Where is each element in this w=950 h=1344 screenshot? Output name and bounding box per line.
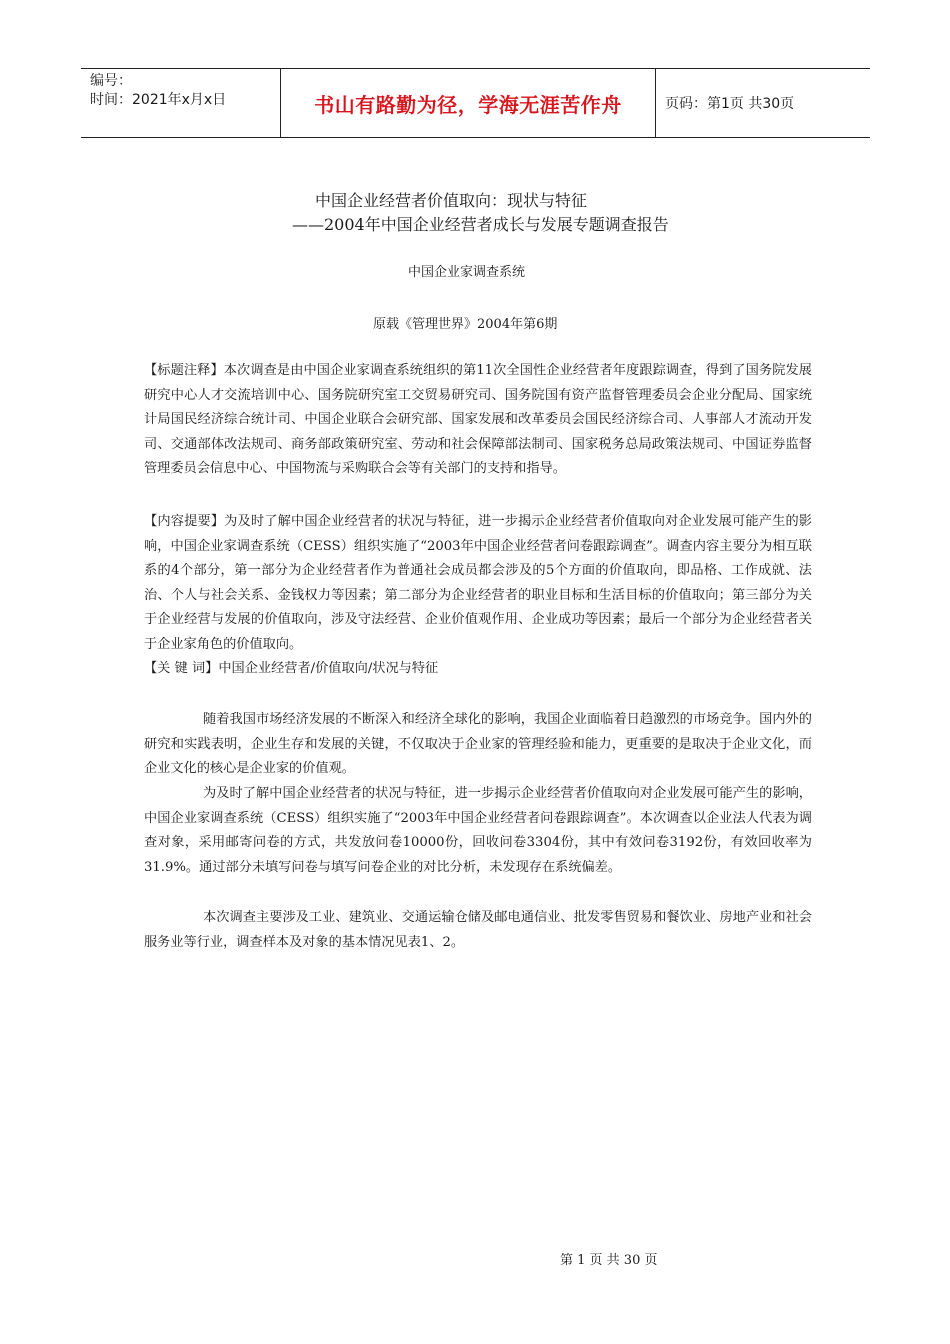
header-motto: 书山有路勤为径，学海无涯苦作舟 [314, 92, 622, 117]
keywords-line: 【关 键 词】中国企业经营者/价值取向/状况与特征 [144, 661, 439, 676]
abstract-paragraph: 【内容提要】为及时了解中国企业经营者的状况与特征，进一步揭示企业经营者价值取向对企业发展可能产生的影响，中国企业家调查系统（CESS）组织实施了“2003年中国企业经营者问卷跟踪调查”。调查内容主要分为相互联系的4个部分，第一部分为企业经营者作为普通社会成员都会涉及的5个方面的价值取向，即品格、工作成就、法治、个人与社会关系、金钱权力等因素；第二部分为企业经营者的职业目标和生活目标的价值取向；第三部分为关于企业经营与发展的价值取向，涉及守法经营、企业价值观作用、企业成功等因素；最后一个部分为企业经营者关于企业家角色的价值取向。 [144, 514, 812, 652]
body-paragraph-3: 本次调查主要涉及工业、建筑业、交通运输仓储及邮电通信业、批发零售贸易和餐饮业、房地产业和社会服务业等行业，调查样本及对象的基本情况见表1、2。 [144, 910, 812, 950]
document-number-label: 编号： [90, 73, 132, 89]
header-motto-cell [281, 69, 656, 137]
page-header [81, 68, 870, 138]
document-date: 时间：2021年x月x日 [90, 92, 227, 108]
header-page-cell [656, 69, 870, 137]
page-footer: 第 1 页 共 30 页 [560, 1253, 658, 1268]
document-subtitle: ——2004年中国企业经营者成长与发展专题调查报告 [292, 215, 669, 234]
body-paragraph-1: 随着我国市场经济发展的不断深入和经济全球化的影响，我国企业面临着日趋激烈的市场竞争。国内外的研究和实践表明，企业生存和发展的关键，不仅取决于企业家的管理经验和能力，更重要的是取决于企业文化，而企业文化的核心是企业家的价值观。 [144, 712, 812, 777]
document-title: 中国企业经营者价值取向：现状与特征 [315, 191, 588, 210]
author-organization: 中国企业家调查系统 [408, 265, 526, 280]
body-paragraph-2: 为及时了解中国企业经营者的状况与特征，进一步揭示企业经营者价值取向对企业发展可能产生的影响，中国企业家调查系统（CESS）组织实施了“2003年中国企业经营者问卷跟踪调查”。本次调查以企业法人代表为调查对象，采用邮寄问卷的方式，共发放问卷10000份，回收问卷3304份，其中有效问卷3192份，有效回收率为31.9%。通过部分未填写问卷与填写问卷企业的对比分析，未发现存在系统偏差。 [144, 786, 812, 875]
title-note-paragraph: 【标题注释】本次调查是由中国企业家调查系统组织的第11次全国性企业经营者年度跟踪调查，得到了国务院发展研究中心人才交流培训中心、国务院研究室工交贸易研究司、国务院国有资产监督管理委员会企业分配局、国家统计局国民经济综合统计司、中国企业联合会研究部、国家发展和改革委员会国民经济综合司、人事部人才流动开发司、交通部体改法规司、商务部政策研究室、劳动和社会保障部法制司、国家税务总局政策法规司、中国证券监督管理委员会信息中心、中国物流与采购联合会等有关部门的支持和指导。 [144, 363, 812, 477]
header-page-info: 页码：第1页 共30页 [665, 96, 795, 112]
publication-source: 原载《管理世界》2004年第6期 [373, 317, 558, 332]
header-meta-cell [81, 69, 281, 137]
